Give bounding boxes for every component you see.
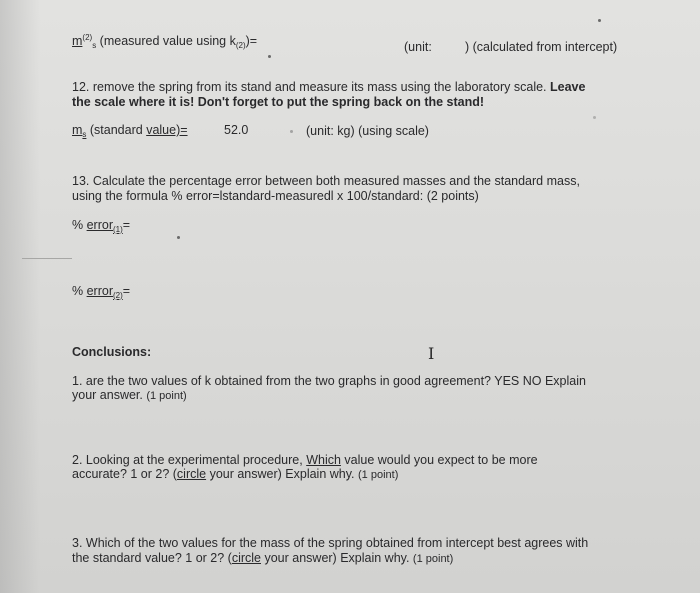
k2-subscript: (2): [235, 41, 246, 50]
error2-word: error: [86, 284, 113, 298]
ms-value: 52.0: [224, 123, 249, 137]
error1-equals: =: [122, 218, 131, 232]
ms-unit: (unit: kg) (using scale): [306, 124, 429, 138]
q12-line2: the scale where it is! Don't forget to put the spring back on the stand!: [72, 95, 485, 109]
c1-text: your answer.: [72, 388, 147, 402]
c3-explain: your answer) Explain why.: [261, 551, 413, 565]
page-shadow: [0, 0, 40, 593]
c2-explain: your answer) Explain why.: [206, 467, 359, 481]
paper-speck: [598, 19, 601, 22]
error1-label: [72, 218, 130, 234]
q13-line1: 13. Calculate the percentage error between both measured masses and the standard mass,: [72, 174, 580, 188]
error2-equals: =: [122, 284, 131, 298]
paper-speck: [177, 236, 180, 239]
paper-speck: [290, 130, 293, 133]
paper-speck: [593, 116, 596, 119]
error2-label: [72, 284, 130, 300]
conclusion2-line1: [72, 453, 538, 468]
error1-sub: (1): [113, 225, 123, 234]
conclusion3-line2: [72, 551, 453, 567]
m2-equals: )=: [245, 34, 258, 48]
c2-text-b: value would you expect to be more: [340, 453, 538, 467]
c3-points: (1 point): [412, 553, 454, 565]
error1-word: error: [86, 218, 113, 232]
c2-text-a: 2. Looking at the experimental procedure,: [72, 453, 307, 467]
m2-label: (measured value using k: [96, 34, 236, 48]
c3-standard: the standard value? 1 or 2? (: [72, 551, 232, 565]
conclusion1-line2: [72, 388, 187, 404]
c1-points: (1 point): [146, 390, 187, 402]
m2-measured-line: [72, 34, 257, 50]
ms-subscript: s: [82, 130, 87, 139]
ms-label-value: value)=: [146, 123, 188, 137]
text-cursor-icon: I: [428, 344, 435, 363]
c2-which: Which: [306, 453, 341, 467]
ms-symbol: m: [72, 123, 83, 137]
m2-calculated-label: ) (calculated from intercept): [465, 40, 618, 54]
paper-speck: [268, 55, 271, 58]
q12-line1: [72, 80, 585, 95]
m2-symbol: m: [72, 34, 83, 48]
q12-text: 12. remove the spring from its stand and measure its mass using the laboratory scale.: [72, 80, 547, 94]
q13-line2: using the formula % error=lstandard-measuredl x 100/standard: (2 points): [72, 189, 479, 203]
c2-accurate: accurate? 1 or 2? (: [72, 467, 177, 481]
error2-percent: %: [72, 284, 87, 298]
c2-circle: circle: [176, 467, 207, 481]
error1-percent: %: [72, 218, 87, 232]
conclusion2-line2: [72, 467, 398, 483]
conclusion1-line1: 1. are the two values of k obtained from the two graphs in good agreement? YES NO Explain: [72, 374, 586, 388]
m2-unit-label: (unit:: [404, 40, 432, 54]
m2-superscript: (2): [82, 33, 93, 42]
ms-label: (standard: [86, 123, 147, 137]
q12-bold-start: Leave: [550, 80, 586, 94]
error2-sub: (2): [113, 291, 123, 300]
ms-standard-line: [72, 123, 188, 139]
conclusion3-line1: 3. Which of the two values for the mass of the spring obtained from intercept best agrees with: [72, 536, 589, 550]
conclusions-heading: Conclusions:: [72, 345, 152, 359]
m2-subscript: s: [92, 41, 97, 50]
c2-points: (1 point): [358, 469, 399, 481]
c3-circle: circle: [231, 551, 261, 565]
pencil-mark: [22, 258, 72, 259]
